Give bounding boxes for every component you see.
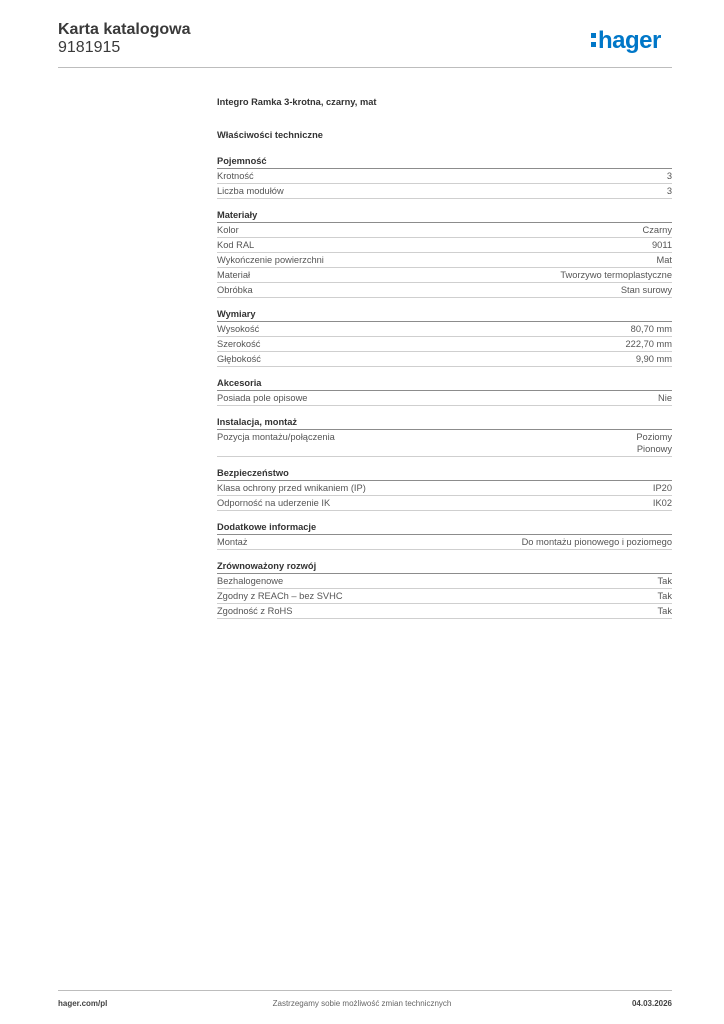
spec-group	[217, 560, 672, 619]
spec-value	[658, 605, 672, 617]
spec-key: Obróbka	[217, 285, 253, 295]
spec-value-line: Do montażu pionowego i poziomego	[521, 537, 672, 547]
footer-url[interactable]: hager.com/pl	[58, 999, 108, 1008]
group-title: Wymiary	[217, 308, 672, 322]
spec-key: Zgodność z RoHS	[217, 606, 293, 616]
group-title: Dodatkowe informacje	[217, 521, 672, 535]
spec-value-line: 222,70 mm	[625, 339, 672, 349]
group-title: Materiały	[217, 209, 672, 223]
footer-date: 04.03.2026	[631, 999, 672, 1008]
spec-groups	[217, 155, 672, 619]
spec-row	[217, 337, 672, 352]
spec-value	[631, 323, 672, 335]
spec-group	[217, 155, 672, 199]
spec-value-line: Mat	[656, 255, 672, 265]
spec-value	[560, 269, 672, 281]
product-name: Integro Ramka 3-krotna, czarny, mat	[217, 97, 377, 107]
group-title: Pojemność	[217, 155, 672, 169]
spec-key: Liczba modułów	[217, 186, 284, 196]
spec-value-line: 80,70 mm	[630, 324, 672, 334]
logo-text: hager	[598, 27, 661, 54]
spec-value	[522, 536, 672, 548]
spec-row	[217, 481, 672, 496]
spec-row	[217, 496, 672, 511]
document-title: Karta katalogowa	[58, 21, 191, 38]
spec-row	[217, 604, 672, 619]
spec-row	[217, 430, 672, 457]
spec-row	[217, 268, 672, 283]
spec-value	[636, 353, 672, 365]
spec-value-line: Stan surowy	[620, 285, 672, 295]
group-title: Zrównoważony rozwój	[217, 560, 672, 574]
spec-key: Odporność na uderzenie IK	[217, 498, 331, 508]
spec-key: Montaż	[217, 537, 248, 547]
group-title: Akcesoria	[217, 377, 672, 391]
spec-row	[217, 589, 672, 604]
hager-logo	[591, 29, 661, 53]
spec-key: Zgodny z REACh – bez SVHC	[217, 591, 343, 601]
spec-value-line: Tak	[657, 576, 672, 586]
spec-value-line: Tak	[657, 606, 672, 616]
spec-value	[658, 575, 672, 587]
spec-sheet	[217, 96, 672, 629]
spec-key: Klasa ochrony przed wnikaniem (IP)	[217, 483, 366, 493]
spec-group	[217, 467, 672, 511]
spec-group	[217, 416, 672, 457]
section-heading: Właściwości techniczne	[217, 130, 323, 140]
spec-value	[653, 482, 672, 494]
spec-key: Wykończenie powierzchni	[217, 255, 324, 265]
logo-dots-icon	[591, 31, 596, 49]
spec-key: Krotność	[217, 171, 254, 181]
spec-value-line: Tworzywo termoplastyczne	[560, 270, 672, 280]
footer-divider	[58, 990, 672, 991]
spec-value	[667, 170, 672, 182]
product-number: 9181915	[58, 39, 121, 56]
spec-row	[217, 322, 672, 337]
spec-row	[217, 184, 672, 199]
spec-value-line: Tak	[657, 591, 672, 601]
spec-value-line: Nie	[658, 393, 672, 403]
group-title: Instalacja, montaż	[217, 416, 672, 430]
spec-row	[217, 169, 672, 184]
spec-value	[667, 185, 672, 197]
spec-group	[217, 209, 672, 298]
spec-value-line: 3	[666, 186, 672, 196]
group-title: Bezpieczeństwo	[217, 467, 672, 481]
spec-key: Szerokość	[217, 339, 261, 349]
spec-value-line: Pionowy	[636, 444, 672, 454]
spec-group	[217, 308, 672, 367]
spec-key: Kod RAL	[217, 240, 255, 250]
spec-row	[217, 253, 672, 268]
spec-key: Wysokość	[217, 324, 260, 334]
spec-value-line: 9,90 mm	[635, 354, 672, 364]
spec-key: Posiada pole opisowe	[217, 393, 308, 403]
spec-row	[217, 574, 672, 589]
spec-value-line: Poziomy	[636, 432, 672, 442]
spec-key: Pozycja montażu/połączenia	[217, 432, 335, 442]
spec-row	[217, 352, 672, 367]
spec-value	[658, 392, 672, 404]
spec-value	[653, 497, 672, 509]
spec-value	[658, 590, 672, 602]
spec-value	[621, 284, 672, 296]
spec-value	[643, 224, 672, 236]
spec-key: Głębokość	[217, 354, 261, 364]
spec-value	[657, 254, 673, 266]
spec-key: Bezhalogenowe	[217, 576, 284, 586]
spec-row	[217, 535, 672, 550]
spec-group	[217, 377, 672, 406]
spec-key: Kolor	[217, 225, 239, 235]
spec-key: Materiał	[217, 270, 251, 280]
spec-value-line: IP20	[652, 483, 672, 493]
footer-disclaimer: Zastrzegamy sobie możliwość zmian technicznych	[272, 999, 452, 1008]
spec-value-line: 3	[666, 171, 672, 181]
spec-row	[217, 223, 672, 238]
spec-value	[652, 239, 672, 251]
spec-row	[217, 283, 672, 298]
spec-value-line: IK02	[652, 498, 672, 508]
spec-value	[625, 338, 672, 350]
spec-group	[217, 521, 672, 550]
spec-row	[217, 391, 672, 406]
spec-value-line: 9011	[652, 240, 672, 250]
spec-value-line: Czarny	[642, 225, 672, 235]
spec-row	[217, 238, 672, 253]
header-divider	[58, 67, 672, 68]
spec-value	[636, 431, 672, 455]
